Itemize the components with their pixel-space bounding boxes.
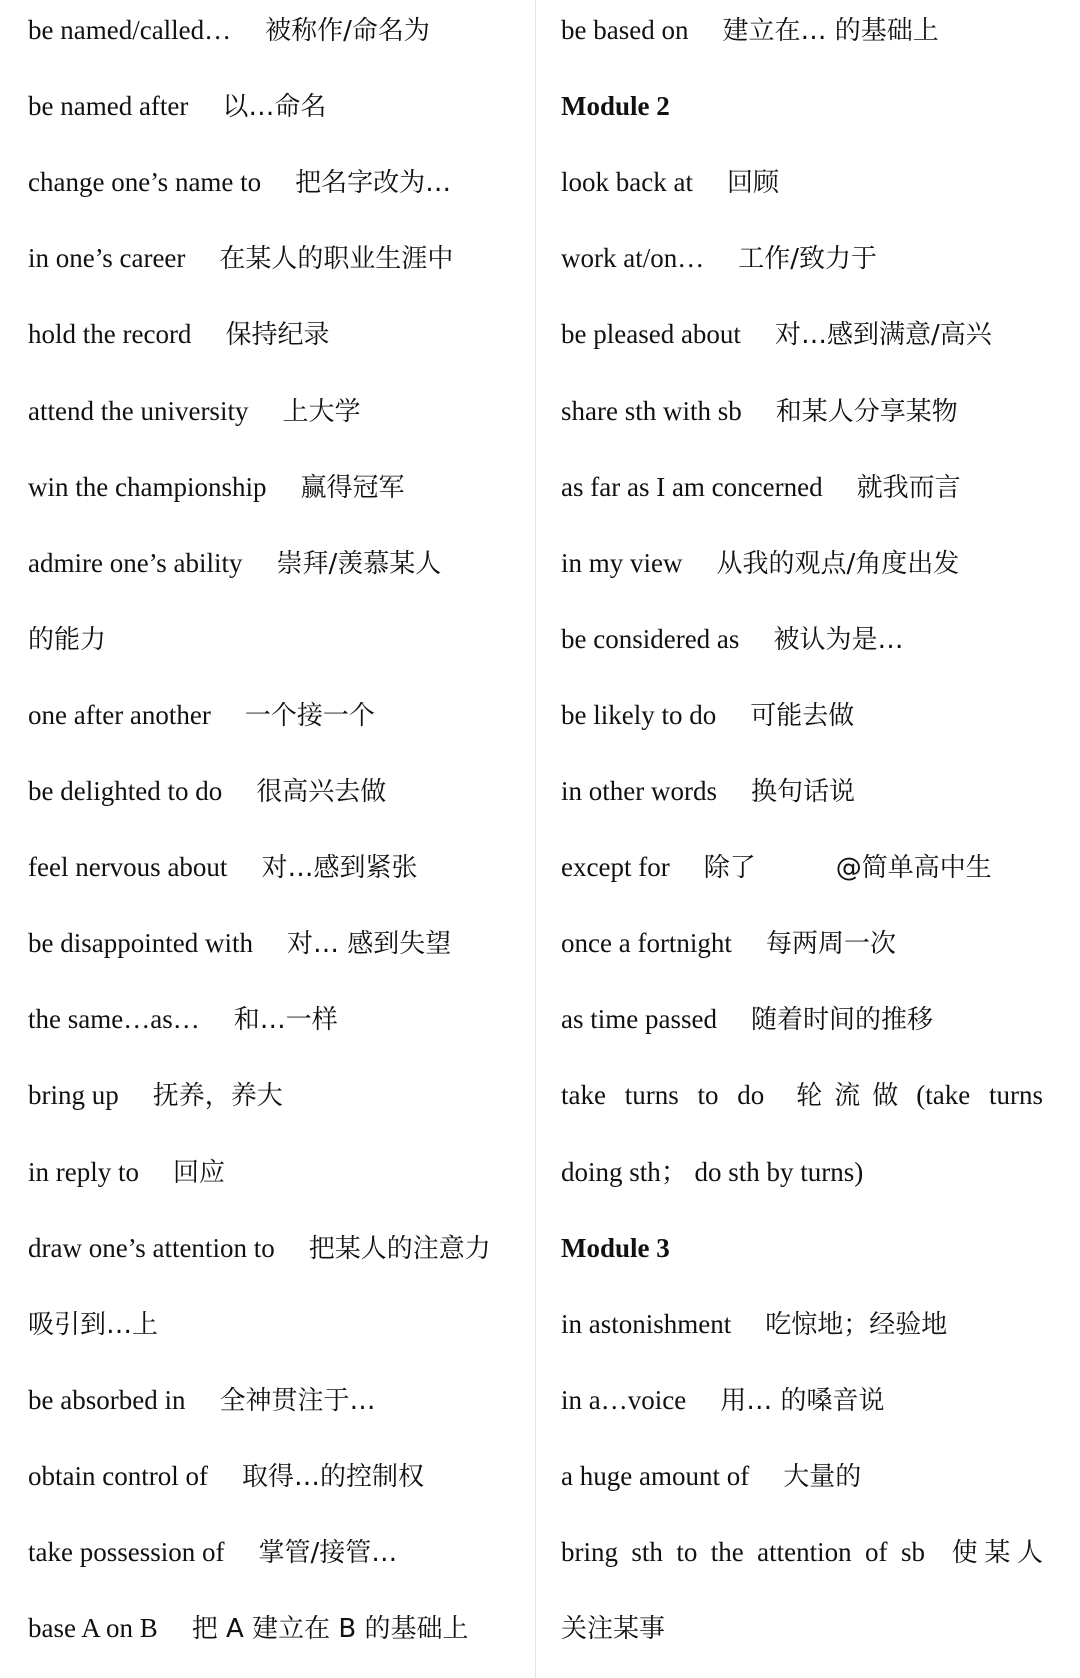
chinese-meaning: 以…命名 (222, 92, 327, 123)
english-phrase: bring up (28, 1080, 119, 1111)
vocab-entry (28, 1532, 397, 1572)
english-phrase: be disappointed with (28, 928, 253, 959)
chinese-meaning: 对… 感到失望 (286, 929, 452, 960)
module-heading: Module 2 (561, 91, 670, 122)
vocab-entry (561, 10, 939, 50)
chinese-meaning: 随着时间的推移 (750, 1005, 933, 1036)
vocab-entry (28, 1075, 283, 1115)
english-phrase: as far as I am concerned (561, 471, 823, 502)
vocab-entry (561, 1380, 884, 1420)
chinese-meaning: 抚养，养大 (152, 1081, 283, 1112)
chinese-meaning: 建立在… 的基础上 (722, 16, 939, 46)
chinese-meaning: 关注某事 (561, 1614, 666, 1645)
chinese-meaning: 换句话说 (750, 777, 855, 807)
vocab-entry (561, 238, 877, 278)
english-phrase: be based on (561, 15, 689, 45)
english-phrase: in one’s career (28, 243, 186, 274)
english-phrase: obtain control of (28, 1460, 208, 1491)
vocab-entry (28, 1304, 158, 1344)
vocab-entry (561, 923, 896, 963)
vocab-entry (561, 847, 992, 887)
english-phrase: in reply to (28, 1156, 139, 1187)
vocab-entry (561, 314, 992, 354)
chinese-meaning: 除了 (703, 853, 756, 884)
chinese-meaning: 在某人的职业生涯中 (219, 244, 454, 275)
english-phrase: except for (561, 852, 670, 883)
vocab-entry (28, 619, 106, 659)
chinese-meaning: 大量的 (783, 1461, 862, 1492)
chinese-meaning: 和某人分享某物 (775, 396, 958, 427)
vocab-entry (28, 695, 375, 735)
english-phrase: as time passed (561, 1004, 717, 1035)
chinese-meaning: 上大学 (282, 396, 361, 427)
english-phrase: take possession of (28, 1537, 225, 1567)
chinese-meaning: 和…一样 (233, 1005, 338, 1036)
chinese-meaning: 把某人的注意力 (308, 1233, 491, 1264)
vocab-entry (28, 1608, 468, 1648)
chinese-meaning: 把名字改为… (295, 168, 452, 199)
english-phrase: take turns to do (561, 1080, 765, 1111)
english-phrase: win the championship (28, 471, 267, 502)
chinese-meaning: 全神贯注于… (219, 1385, 376, 1416)
chinese-meaning: 的能力 (28, 624, 107, 655)
english-phrase: feel nervous about (28, 852, 228, 883)
chinese-meaning: 一个接一个 (244, 700, 375, 731)
english-note: (take turns (916, 1080, 1043, 1111)
vocab-entry (561, 999, 933, 1039)
vocab-entry (28, 1380, 375, 1420)
vocab-entry (28, 543, 441, 583)
chinese-meaning: 用… 的嗓音说 (720, 1385, 885, 1416)
english-phrase: change one’s name to (28, 167, 262, 198)
chinese-meaning: 取得…的控制权 (241, 1461, 424, 1492)
chinese-meaning: 吸引到…上 (28, 1309, 159, 1340)
english-phrase: be absorbed in (28, 1384, 186, 1415)
english-phrase: be named after (28, 91, 189, 122)
chinese-meaning: 轮流做 (784, 1081, 911, 1112)
vocab-entry (28, 999, 338, 1039)
vocab-entry (561, 467, 961, 507)
english-phrase: bring sth to the attention of sb (561, 1537, 925, 1567)
chinese-meaning: 回应 (172, 1157, 225, 1188)
english-phrase: admire one’s ability (28, 547, 243, 578)
english-phrase: doing sth； do sth by turns) (561, 1156, 864, 1187)
english-phrase: base A on B (28, 1613, 158, 1644)
vocab-entry (561, 695, 854, 735)
english-phrase: be considered as (561, 623, 740, 654)
vocab-entry (28, 391, 360, 431)
chinese-meaning: 被称作/命名为 (265, 16, 430, 46)
vocab-entry (561, 1608, 665, 1648)
vocab-entry (561, 86, 670, 126)
vocab-entry (561, 391, 958, 431)
english-phrase: in my view (561, 547, 683, 578)
chinese-meaning: 很高兴去做 (256, 777, 387, 807)
vocab-entry (28, 10, 430, 50)
chinese-meaning: 使某人 (944, 1538, 1043, 1568)
english-phrase: in other words (561, 776, 717, 806)
english-phrase: hold the record (28, 319, 192, 350)
vocab-entry (28, 467, 404, 507)
chinese-meaning: 吃惊地；经验地 (765, 1309, 948, 1340)
vocab-entry (28, 162, 451, 202)
english-phrase: be delighted to do (28, 776, 223, 806)
vocab-entry (561, 771, 855, 811)
chinese-meaning: 赢得冠军 (300, 472, 405, 503)
chinese-meaning: 对…感到满意/高兴 (774, 320, 992, 351)
watermark-text: @简单高中生 (835, 853, 992, 884)
vocab-entry (561, 619, 903, 659)
chinese-meaning: 每两周一次 (765, 929, 896, 960)
vocab-entry (28, 1456, 424, 1496)
english-phrase: be pleased about (561, 319, 741, 350)
english-phrase: in a…voice (561, 1384, 687, 1415)
vocab-entry (28, 847, 417, 887)
english-phrase: be likely to do (561, 699, 717, 730)
vocab-entry (561, 1228, 670, 1268)
english-phrase: attend the university (28, 395, 249, 426)
chinese-meaning: 掌管/接管… (258, 1538, 398, 1568)
english-phrase: share sth with sb (561, 395, 742, 426)
module-heading: Module 3 (561, 1232, 670, 1263)
english-phrase: a huge amount of (561, 1460, 750, 1491)
vocab-entry (28, 923, 451, 963)
chinese-meaning: 就我而言 (856, 472, 961, 503)
vocab-entry (561, 1304, 947, 1344)
english-phrase: in astonishment (561, 1308, 732, 1339)
column-divider (535, 0, 536, 1678)
vocab-entry (28, 86, 326, 126)
vocab-entry (28, 771, 386, 811)
chinese-meaning: 从我的观点/角度出发 (716, 548, 960, 579)
chinese-meaning: 把 A 建立在 B 的基础上 (191, 1614, 469, 1645)
vocab-entry (28, 1228, 491, 1268)
english-phrase: look back at (561, 167, 693, 198)
vocab-entry (561, 1075, 1043, 1115)
vocab-entry (561, 543, 959, 583)
chinese-meaning: 回顾 (726, 168, 779, 199)
english-phrase: once a fortnight (561, 928, 732, 959)
vocab-entry (561, 1532, 1043, 1572)
vocab-entry (561, 1456, 861, 1496)
chinese-meaning: 保持纪录 (225, 320, 330, 351)
chinese-meaning: 工作/致力于 (738, 244, 877, 275)
chinese-meaning: 崇拜/羡慕某人 (276, 548, 442, 579)
vocab-entry (28, 1152, 225, 1192)
vocab-entry (28, 238, 453, 278)
vocab-entry (28, 314, 329, 354)
english-phrase: draw one’s attention to (28, 1232, 275, 1263)
english-phrase: work at/on… (561, 243, 705, 274)
vocab-entry (561, 1152, 863, 1192)
vocab-entry (561, 162, 779, 202)
chinese-meaning: 对…感到紧张 (261, 853, 418, 884)
english-phrase: one after another (28, 699, 211, 730)
english-phrase: be named/called… (28, 15, 232, 45)
chinese-meaning: 可能去做 (750, 700, 855, 731)
english-phrase: the same…as… (28, 1004, 200, 1035)
chinese-meaning: 被认为是… (773, 624, 904, 655)
